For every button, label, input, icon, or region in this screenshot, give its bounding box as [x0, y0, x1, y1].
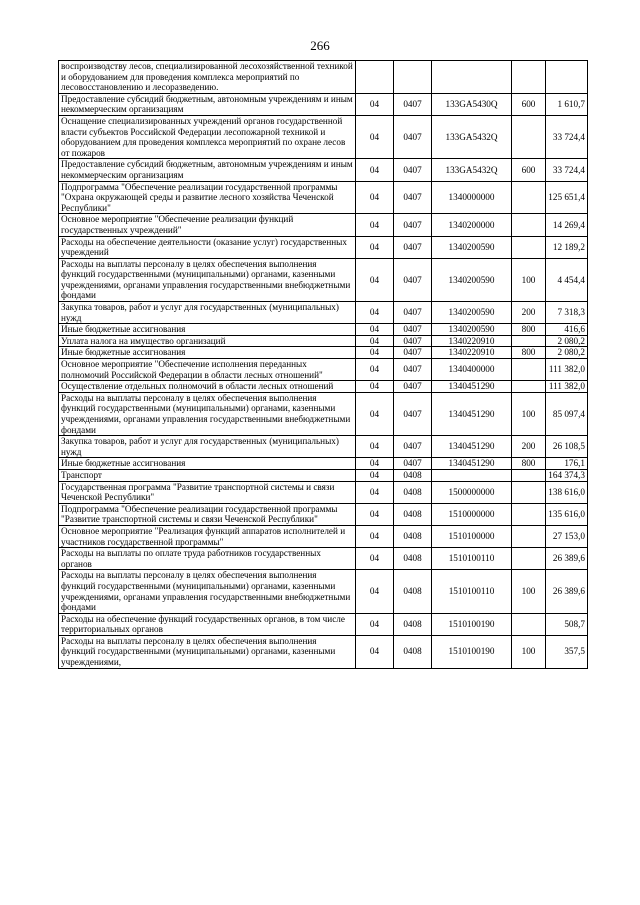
cell-section: 04: [356, 115, 394, 158]
cell-name: Иные бюджетные ассигнования: [59, 458, 356, 470]
cell-subsection: 0407: [394, 258, 432, 301]
cell-target-article: 1340220910: [432, 335, 512, 347]
cell-expense-type: [512, 359, 546, 381]
cell-expense-type: [512, 503, 546, 525]
cell-subsection: 0407: [394, 324, 432, 336]
cell-target-article: 1340200590: [432, 236, 512, 258]
cell-name: Транспорт: [59, 469, 356, 481]
cell-expense-type: [512, 181, 546, 214]
table-row: [59, 159, 588, 181]
table-row: [59, 548, 588, 570]
cell-name: Основное мероприятие "Обеспечение реализации функций государственных учреждений": [59, 214, 356, 236]
cell-subsection: 0407: [394, 93, 432, 115]
budget-table: [58, 60, 588, 669]
cell-name: Расходы на выплаты по оплате труда работников государственных органов: [59, 548, 356, 570]
table-row: [59, 458, 588, 470]
cell-section: 04: [356, 159, 394, 181]
cell-target-article: 133GA5430Q: [432, 93, 512, 115]
cell-target-article: 133GA5432Q: [432, 115, 512, 158]
cell-section: 04: [356, 324, 394, 336]
table-row: [59, 236, 588, 258]
cell-sum: 176,1: [546, 458, 588, 470]
table-row: [59, 481, 588, 503]
cell-section: 04: [356, 436, 394, 458]
cell-name: Расходы на выплаты персоналу в целях обеспечения выполнения функций государственными (муниципальными) органами, казенными учреждениями, органами управления государственными внебюджетными фондами: [59, 570, 356, 613]
cell-name: Расходы на выплаты персоналу в целях обеспечения выполнения функций государственными (муниципальными) органами, казенными учреждениями,: [59, 635, 356, 668]
table-row: [59, 214, 588, 236]
cell-sum: 2 080,2: [546, 347, 588, 359]
cell-name: Оснащение специализированных учреждений органов государственной власти субъектов Российской Федерации лесопожарной техникой и оборудованием для проведения комплекса мероприятий по охране лесов от пожаров: [59, 115, 356, 158]
cell-target-article: 1340451290: [432, 381, 512, 393]
table-row: [59, 115, 588, 158]
cell-subsection: 0407: [394, 302, 432, 324]
budget-table-body: [59, 61, 588, 669]
table-row: [59, 503, 588, 525]
cell-subsection: 0408: [394, 613, 432, 635]
page-number: 266: [310, 38, 330, 53]
cell-subsection: 0408: [394, 525, 432, 547]
cell-target-article: 1340451290: [432, 458, 512, 470]
cell-sum: 508,7: [546, 613, 588, 635]
cell-section: 04: [356, 214, 394, 236]
cell-expense-type: 600: [512, 159, 546, 181]
cell-name: Иные бюджетные ассигнования: [59, 347, 356, 359]
cell-name: Основное мероприятие "Реализация функций аппаратов исполнителей и участников государственной программы": [59, 525, 356, 547]
cell-sum: 164 374,3: [546, 469, 588, 481]
cell-section: 04: [356, 458, 394, 470]
cell-target-article: 1510100190: [432, 635, 512, 668]
cell-name: Предоставление субсидий бюджетным, автономным учреждениям и иным некоммерческим организациям: [59, 93, 356, 115]
cell-target-article: 1340200000: [432, 214, 512, 236]
cell-target-article: 1340220910: [432, 347, 512, 359]
table-row: [59, 258, 588, 301]
cell-expense-type: 600: [512, 93, 546, 115]
cell-expense-type: 100: [512, 570, 546, 613]
cell-expense-type: [512, 335, 546, 347]
cell-section: 04: [356, 570, 394, 613]
cell-sum: 111 382,0: [546, 381, 588, 393]
cell-sum: 416,6: [546, 324, 588, 336]
cell-section: 04: [356, 481, 394, 503]
cell-section: 04: [356, 258, 394, 301]
cell-section: 04: [356, 381, 394, 393]
cell-sum: 33 724,4: [546, 115, 588, 158]
cell-subsection: [394, 61, 432, 94]
cell-expense-type: 100: [512, 635, 546, 668]
cell-section: [356, 61, 394, 94]
cell-subsection: 0407: [394, 347, 432, 359]
cell-sum: 27 153,0: [546, 525, 588, 547]
table-row: [59, 181, 588, 214]
cell-sum: 26 389,6: [546, 570, 588, 613]
cell-expense-type: [512, 548, 546, 570]
cell-sum: 26 389,6: [546, 548, 588, 570]
cell-name: Государственная программа "Развитие транспортной системы и связи Чеченской Республики": [59, 481, 356, 503]
cell-expense-type: 800: [512, 458, 546, 470]
table-row: [59, 525, 588, 547]
cell-subsection: 0408: [394, 635, 432, 668]
table-row: [59, 335, 588, 347]
cell-name: воспроизводству лесов, специализированной лесохозяйственной техникой и оборудованием для проведения комплекса мероприятий по лесовосстановлению и лесоразведению.: [59, 61, 356, 94]
cell-expense-type: [512, 613, 546, 635]
cell-name: Расходы на выплаты персоналу в целях обеспечения выполнения функций государственными (муниципальными) органами, казенными учреждениями, органами управления государственными внебюджетными фондами: [59, 258, 356, 301]
table-row: [59, 570, 588, 613]
cell-section: 04: [356, 392, 394, 435]
cell-subsection: 0407: [394, 436, 432, 458]
cell-sum: 33 724,4: [546, 159, 588, 181]
cell-target-article: 1340000000: [432, 181, 512, 214]
cell-subsection: 0407: [394, 392, 432, 435]
cell-expense-type: 800: [512, 324, 546, 336]
cell-subsection: 0407: [394, 214, 432, 236]
cell-section: 04: [356, 525, 394, 547]
cell-name: Уплата налога на имущество организаций: [59, 335, 356, 347]
table-row: [59, 61, 588, 94]
cell-name: Расходы на обеспечение деятельности (оказание услуг) государственных учреждений: [59, 236, 356, 258]
cell-target-article: 1340200590: [432, 324, 512, 336]
cell-target-article: 1510100110: [432, 548, 512, 570]
cell-sum: 2 080,2: [546, 335, 588, 347]
cell-sum: [546, 61, 588, 94]
cell-expense-type: [512, 115, 546, 158]
cell-subsection: 0408: [394, 548, 432, 570]
table-row: [59, 635, 588, 668]
cell-subsection: 0408: [394, 503, 432, 525]
cell-section: 04: [356, 548, 394, 570]
table-row: [59, 359, 588, 381]
cell-name: Расходы на обеспечение функций государственных органов, в том числе территориальных органов: [59, 613, 356, 635]
cell-section: 04: [356, 503, 394, 525]
table-row: [59, 381, 588, 393]
table-row: [59, 469, 588, 481]
cell-target-article: [432, 61, 512, 94]
cell-sum: 26 108,5: [546, 436, 588, 458]
cell-name: Закупка товаров, работ и услуг для государственных (муниципальных) нужд: [59, 302, 356, 324]
table-row: [59, 347, 588, 359]
cell-subsection: 0407: [394, 458, 432, 470]
cell-expense-type: 100: [512, 392, 546, 435]
table-row: [59, 93, 588, 115]
cell-target-article: 1340200590: [432, 258, 512, 301]
cell-subsection: 0407: [394, 181, 432, 214]
cell-target-article: 1510100190: [432, 613, 512, 635]
cell-sum: 14 269,4: [546, 214, 588, 236]
table-row: [59, 324, 588, 336]
cell-section: 04: [356, 347, 394, 359]
cell-sum: 4 454,4: [546, 258, 588, 301]
cell-subsection: 0407: [394, 236, 432, 258]
cell-subsection: 0407: [394, 381, 432, 393]
cell-target-article: 1340451290: [432, 392, 512, 435]
cell-subsection: 0408: [394, 570, 432, 613]
cell-subsection: 0407: [394, 159, 432, 181]
cell-subsection: 0407: [394, 359, 432, 381]
cell-section: 04: [356, 613, 394, 635]
cell-subsection: 0407: [394, 115, 432, 158]
cell-section: 04: [356, 93, 394, 115]
cell-target-article: 1340451290: [432, 436, 512, 458]
cell-expense-type: [512, 214, 546, 236]
cell-name: Основное мероприятие "Обеспечение исполнения переданных полномочий Российской Федерации в области лесных отношений": [59, 359, 356, 381]
cell-target-article: 133GA5432Q: [432, 159, 512, 181]
cell-name: Подпрограмма "Обеспечение реализации государственной программы "Охрана окружающей среды и развитие лесного хозяйства Чеченской Республики": [59, 181, 356, 214]
cell-name: Подпрограмма "Обеспечение реализации государственной программы "Развитие транспортной системы и связи Чеченской Республики": [59, 503, 356, 525]
cell-expense-type: 100: [512, 258, 546, 301]
cell-sum: 125 651,4: [546, 181, 588, 214]
cell-section: 04: [356, 181, 394, 214]
cell-sum: 111 382,0: [546, 359, 588, 381]
cell-sum: 357,5: [546, 635, 588, 668]
cell-name: Иные бюджетные ассигнования: [59, 324, 356, 336]
cell-expense-type: [512, 61, 546, 94]
cell-sum: 138 616,0: [546, 481, 588, 503]
cell-sum: 1 610,7: [546, 93, 588, 115]
cell-name: Закупка товаров, работ и услуг для государственных (муниципальных) нужд: [59, 436, 356, 458]
cell-sum: 7 318,3: [546, 302, 588, 324]
cell-expense-type: 200: [512, 302, 546, 324]
cell-subsection: 0408: [394, 469, 432, 481]
cell-name: Расходы на выплаты персоналу в целях обеспечения выполнения функций государственными (муниципальными) органами, казенными учреждениями, органами управления государственными внебюджетными фондами: [59, 392, 356, 435]
cell-expense-type: 200: [512, 436, 546, 458]
table-row: [59, 436, 588, 458]
cell-sum: 135 616,0: [546, 503, 588, 525]
cell-sum: 12 189,2: [546, 236, 588, 258]
table-row: [59, 302, 588, 324]
cell-target-article: 1340200590: [432, 302, 512, 324]
cell-expense-type: [512, 381, 546, 393]
cell-section: 04: [356, 236, 394, 258]
cell-sum: 85 097,4: [546, 392, 588, 435]
cell-section: 04: [356, 335, 394, 347]
cell-subsection: 0407: [394, 335, 432, 347]
cell-target-article: 1510100000: [432, 525, 512, 547]
cell-target-article: 1510000000: [432, 503, 512, 525]
cell-expense-type: [512, 469, 546, 481]
cell-section: 04: [356, 635, 394, 668]
cell-section: 04: [356, 302, 394, 324]
cell-subsection: 0408: [394, 481, 432, 503]
cell-name: Осуществление отдельных полномочий в области лесных отношений: [59, 381, 356, 393]
table-row: [59, 392, 588, 435]
table-row: [59, 613, 588, 635]
cell-section: 04: [356, 359, 394, 381]
cell-expense-type: [512, 481, 546, 503]
cell-target-article: 1340400000: [432, 359, 512, 381]
cell-name: Предоставление субсидий бюджетным, автономным учреждениям и иным некоммерческим организациям: [59, 159, 356, 181]
cell-target-article: 1500000000: [432, 481, 512, 503]
cell-target-article: [432, 469, 512, 481]
cell-section: 04: [356, 469, 394, 481]
cell-expense-type: 800: [512, 347, 546, 359]
cell-expense-type: [512, 236, 546, 258]
cell-expense-type: [512, 525, 546, 547]
cell-target-article: 1510100110: [432, 570, 512, 613]
